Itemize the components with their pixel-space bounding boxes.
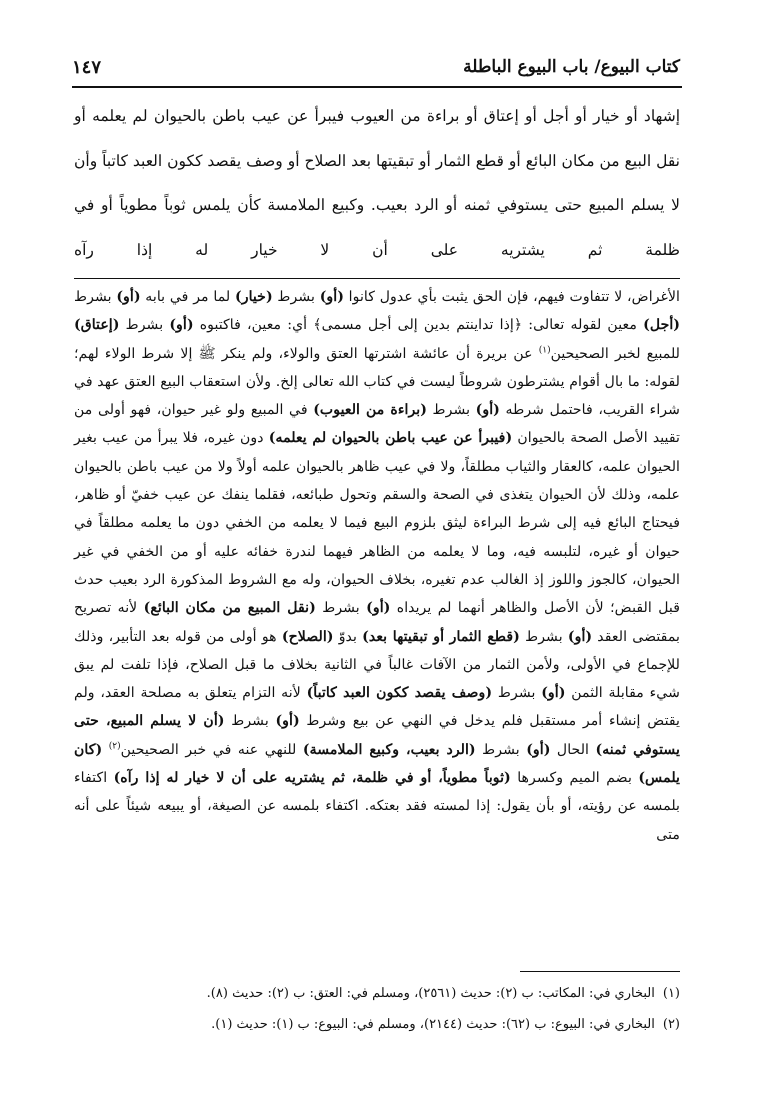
commentary-text: بشرط <box>426 402 476 419</box>
commentary <box>74 283 680 963</box>
commentary-text: اكتفاء بلمسه عن رؤيته، أو بأن يقول: إذا لمسته فقد بعتكه. اكتفاء بلمسه عن الصيغة، أو يبيعه شيئاً على أنه متى <box>74 770 680 843</box>
commentary-quote: (أو) <box>541 685 566 702</box>
footnote-number: (٢) <box>662 1017 680 1032</box>
footnote-1 <box>74 978 680 1009</box>
commentary-text: بشرط <box>492 685 542 702</box>
commentary-text: لأنه التزام يتعلق به مصلحة العقد، ولم يقتض إنشاء أمر مستقبل فلم يدخل في النهي عن بيع وشرط <box>74 685 680 730</box>
commentary-quote: (الصلاح) <box>281 628 334 645</box>
footnotes <box>74 978 680 1040</box>
header-rule <box>72 86 682 88</box>
commentary-text: بضم الميم وكسرها <box>510 770 639 787</box>
commentary-quote: (ثوباً مطوياً، أو في ظلمة، ثم يشتريه على أن لا خيار له إذا رآه) <box>113 770 511 787</box>
footnote-2 <box>74 1009 680 1040</box>
footnote-text: البخاري في: البيوع: ب (٦٢): حديث (٢١٤٤)، ومسلم في: البيوع: ب (١): حديث (١). <box>211 1017 655 1032</box>
page-header <box>72 52 680 82</box>
commentary-quote: (أو) <box>526 741 551 758</box>
commentary-quote: (وصف يقصد ككون العبد كاتباً) <box>306 685 493 702</box>
footnote-ref: (٢) <box>108 741 121 752</box>
commentary-text: بشرط <box>119 317 170 334</box>
commentary-paragraph <box>74 283 680 849</box>
commentary-text: للمبيع لخبر الصحيحين <box>550 345 680 362</box>
commentary-text: للنهي عنه في خبر الصحيحين <box>120 741 303 758</box>
main-text-paragraph: إشهاد أو خيار أو أجل أو إعتاق أو براءة من العيوب فيبرأ عن عيب باطن بالحيوان لم يعلمه أو نقل البيع من مكان البائع أو قطع الثمار أو تبقيتها بعد الصلاح أو وصف يقصد ككون العبد كاتباً وأن لا يسلم المبيع حتى يستوفي ثمنه أو الرد بعيب. وكبيع الملامسة كأن يلمس ثوباً مطوياً أو في ظلمة ثم يشتريه على أن لا خيار له إذا رآه <box>74 107 680 259</box>
commentary-text: بشرط <box>519 628 568 645</box>
commentary-text: بشرط <box>74 289 117 305</box>
commentary-quote: (أو) <box>169 317 194 334</box>
commentary-quote: (أن لا يسلم المبيع، حتى يستوفي ثمنه) <box>74 713 680 758</box>
commentary-quote: (أو) <box>475 402 500 419</box>
commentary-quote: (أو) <box>319 289 344 305</box>
commentary-text: لأنه تصريح بمقتضى العقد <box>74 600 680 645</box>
commentary-quote: (براءة من العيوب) <box>313 402 427 419</box>
commentary-text: لما مر في بابه <box>140 289 235 305</box>
commentary-text: هو أولى من قوله بعد التأبير، وذلك للإجماع في الأولى، ولأمن الثمار من الآفات غالباً في الثانية بخلاف ما قبل الصلاح، فإذا تلفت لم يبق شيء مقابلة الثمن <box>74 628 681 702</box>
commentary-quote: (إعتاق) <box>74 317 120 334</box>
commentary-text: الأغراض، لا تتفاوت فيهم، فإن الحق يثبت بأي عدول كانوا <box>343 289 681 305</box>
footnote-text: البخاري في: المكاتب: ب (٢): حديث (٢٥٦١)، ومسلم في: العتق: ب (٢): حديث (٨). <box>206 986 655 1001</box>
commentary-quote: (أو) <box>366 600 391 617</box>
commentary-text: دون غيره، فلا يبرأ من عيب بغير الحيوان علمه، كالعقار والثياب مطلقاً، ولا في عيب ظاهر بالحيوان علمه أولاً ولا من عيب باطن بالحيوان علمه، وذلك لأن الحيوان يتغذى في الصحة والسقم وتحول طبائعه، فقلما ينفك عن عيب خفيّ أو ظاهر، فيحتاج البائع فيه إلى شرط البراءة ليثق بلزوم البيع فيما لا يعلمه من الخفي دون ما يعلمه مطلقاً في حيوان أو غيره، لتلبسه فيه، وما لا يعلمه من الظاهر فيهما لندرة خفائه عليه أو من الخفي في غير الحيوان، كالجوز واللوز إذ الغالب عدم تغيره، بخلاف الحيوان، وله مع الشروط المذكورة الرد بعيب حدث قبل القبض؛ لأن الأصل والظاهر أنهما لم يريداه <box>74 430 680 617</box>
commentary-quote: (كان يلمس) <box>74 741 680 787</box>
footnote-number: (١) <box>662 986 680 1001</box>
footnote-rule <box>520 971 680 972</box>
commentary-quote: (أو) <box>275 713 300 730</box>
commentary-text: بدوّ <box>333 628 363 645</box>
running-title: كتاب البيوع/ باب البيوع الباطلة <box>463 57 680 77</box>
commentary-text: بشرط <box>475 741 527 758</box>
commentary-quote: (قطع الثمار أو تبقيتها بعد) <box>362 628 520 645</box>
commentary-quote: (أجل) <box>643 317 680 334</box>
section-divider <box>74 278 680 279</box>
page-number: ١٤٧ <box>72 56 102 78</box>
commentary-text: بشرط <box>272 289 320 305</box>
commentary-quote: (أو) <box>116 289 141 305</box>
footnote-ref: (١) <box>538 344 551 355</box>
commentary-text: بشرط <box>315 600 367 617</box>
commentary-text: عن بريرة أن عائشة اشترتها العتق والولاء، ولم ينكر ﷺ إلا شرط الولاء لهم؛ لقوله: ما بال أقوام يشترطون شروطاً ليست في كتاب الله تعالى إلخ. ولأن استعقاب البيع العتق عهد في شراء القريب، فاحتمل شرطه <box>74 345 680 419</box>
commentary-quote: (الرد بعيب، وكبيع الملامسة) <box>302 741 476 758</box>
commentary-quote: (فيبرأ عن عيب باطن بالحيوان لم يعلمه) <box>268 430 513 447</box>
commentary-text: الحال <box>550 741 596 758</box>
main-text <box>74 94 680 272</box>
commentary-text: بشرط <box>224 713 276 730</box>
commentary-quote: (خيار) <box>235 289 273 305</box>
commentary-text: معين لقوله تعالى: ﴿إذا تداينتم بدين إلى أجل مسمى﴾ أي: معين، فاكتبوه <box>193 317 644 334</box>
commentary-text: في المبيع ولو غير حيوان، فهو أولى من تقييد الأصل الصحة بالحيوان <box>74 402 680 447</box>
commentary-quote: (نقل المبيع من مكان البائع) <box>143 600 316 617</box>
commentary-quote: (أو) <box>567 628 593 645</box>
